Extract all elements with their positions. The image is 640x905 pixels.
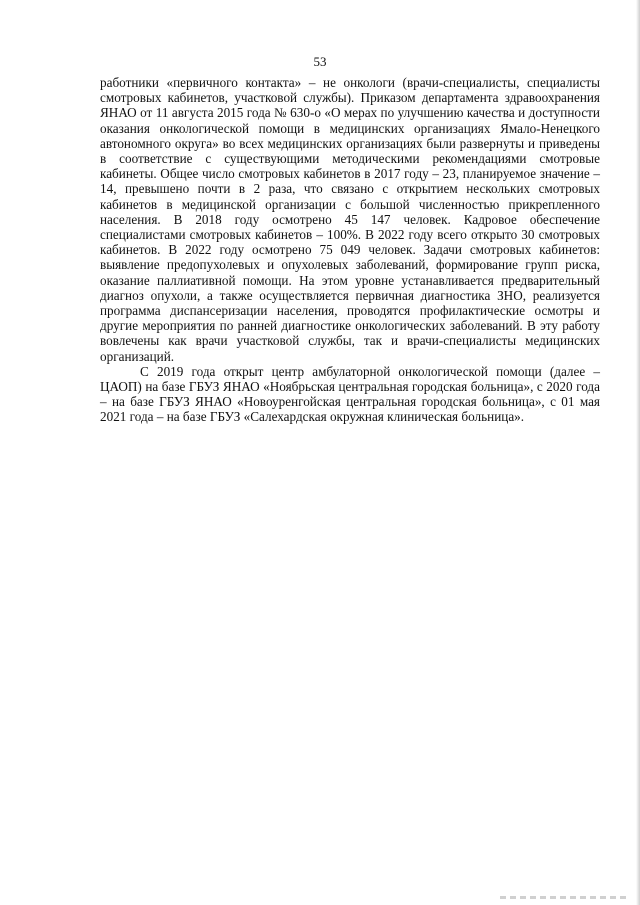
paragraph-tsaop: С 2019 года открыт центр амбулаторной онкологической помощи (далее – ЦАОП) на базе ГБУЗ ЯНАО «Ноябрьская центральная городская больница», с 2020 года – на базе ГБУЗ ЯНАО «Новоуренгойская центральная городская больница», с 01 мая 2021 года – на базе ГБУЗ «Салехардская окружная клиническая больница». (100, 363, 600, 425)
body-text (100, 75, 600, 425)
page-number: 53 (313, 54, 327, 69)
paragraph-smotrovye-kabinety: работники «первичного контакта» – не онкологи (врачи-специалисты, специалисты смотровых кабинетов, участковой службы). Приказом департамента здравоохранения ЯНАО от 11 августа 2015 года № 630-о «О мерах по улучшению качества и доступности оказания онкологической помощи в медицинских организациях Ямало-Ненецкого автономного округа» во всех медицинских организациях были развернуты и приведены в соответствие с существующими методическими рекомендациями смотровые кабинеты. Общее число смотровых кабинетов в 2017 году – 23, планируемое значение – 14, превышено почти в 2 раза, что связано с открытием нескольких смотровых кабинетов в медицинской организации с большой численностью прикрепленного населения. В 2018 году осмотрено 45 147 человек. Кадровое обеспечение специалистами смотровых кабинетов – 100%. В 2022 году всего открыто 30 смотровых кабинетов. В 2022 году осмотрено 75 049 человек. Задачи смотровых кабинетов: выявление предопухолевых и опухолевых заболеваний, формирование групп риска, оказание паллиативной помощи. На этом уровне устанавливается предварительный диагноз опухоли, а также осуществляется первичная диагностика ЗНО, реализуется программа диспансеризации населения, проводятся профилактические осмотры и другие мероприятия по ранней диагностике онкологических заболеваний. В эту работу вовлечены как врачи участковой службы, так и врачи-специалисты медицинских организаций. (100, 75, 600, 364)
scan-edge-shadow (636, 0, 640, 905)
scan-artifact (500, 896, 630, 899)
